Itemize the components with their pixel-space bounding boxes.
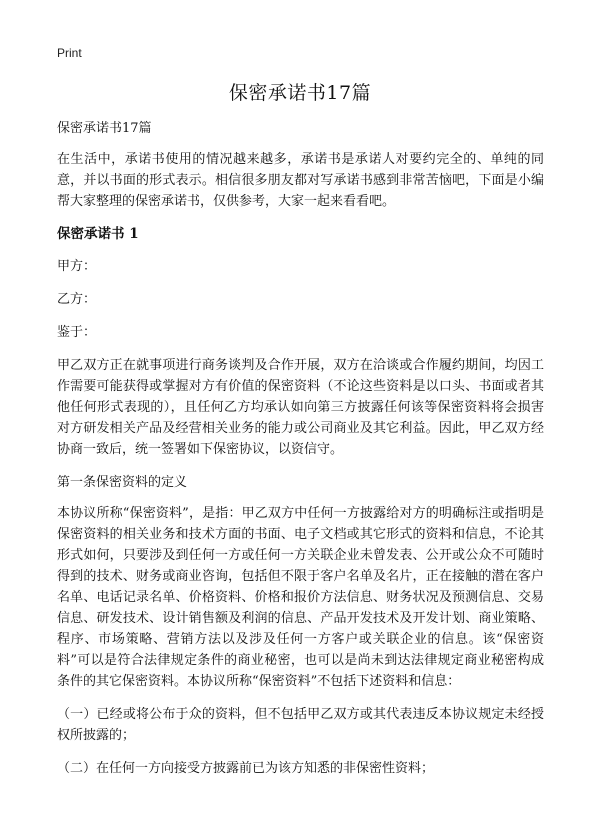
party-a-field: 甲方： — [57, 259, 97, 274]
exclusion-item-1: （一）已经或将公布于众的资料，但不包括甲乙双方或其代表违反本协议规定未经授权所披露的； — [57, 707, 544, 743]
preamble-paragraph: 甲乙双方正在就事项进行商务谈判及合作开展，双方在洽谈或合作履约期间，均因工作需要可能获得或掌握对方有价值的保密资料（不论这些资料是以口头、书面或者其他任何形式表现的），且任何乙方均承认如向第三方披露任何该等保密资料将会损害对方研发相关产品及经营相关业务的能力或公司商业及其它利益。因此，甲乙双方经协商一致后，统一签署如下保密协议，以资信守。 — [57, 358, 544, 457]
whereas-field: 鉴于： — [57, 325, 97, 340]
article-title: 第一条保密资料的定义 — [57, 475, 188, 490]
print-link[interactable]: Print — [57, 46, 82, 60]
document-subtitle: 保密承诺书17篇 — [57, 121, 152, 136]
document-title: 保密承诺书17篇 — [228, 82, 372, 104]
document-body — [57, 118, 544, 791]
exclusion-item-2: （二）在任何一方向接受方披露前已为该方知悉的非保密性资料； — [57, 761, 435, 776]
intro-paragraph: 在生活中，承诺书使用的情况越来越多，承诺书是承诺人对要约完全的、单纯的同意，并以书面的形式表示。相信很多朋友都对写承诺书感到非常苦恼吧，下面是小编帮大家整理的保密承诺书，仅供参考，大家一起来看看吧。 — [57, 152, 544, 209]
article-body: 本协议所称“保密资料”，是指：甲乙双方中任何一方披露给对方的明确标注或指明是保密资料的相关业务和技术方面的书面、电子文档或其它形式的资料和信息，不论其形式如何，只要涉及到任何一方或任何一方关联企业未曾发表、公开或公众不可随时得到的技术、财务或商业咨询，包括但不限于客户名单及名片，正在接触的潜在客户名单、电话记录名单、价格资料、价格和报价方法信息、财务状况及预测信息、交易信息、研发技术、设计销售额及利润的信息、产品开发技术及开发计划、商业策略、程序、市场策略、营销方法以及涉及任何一方客户或关联企业的信息。该“保密资料”可以是符合法律规定条件的商业秘密，也可以是尚未到达法律规定商业秘密构成条件的其它保密资料。本协议所称“保密资料”不包括下述资料和信息： — [57, 506, 544, 689]
party-b-field: 乙方： — [57, 292, 97, 307]
section-heading: 保密承诺书 1 — [57, 226, 139, 242]
